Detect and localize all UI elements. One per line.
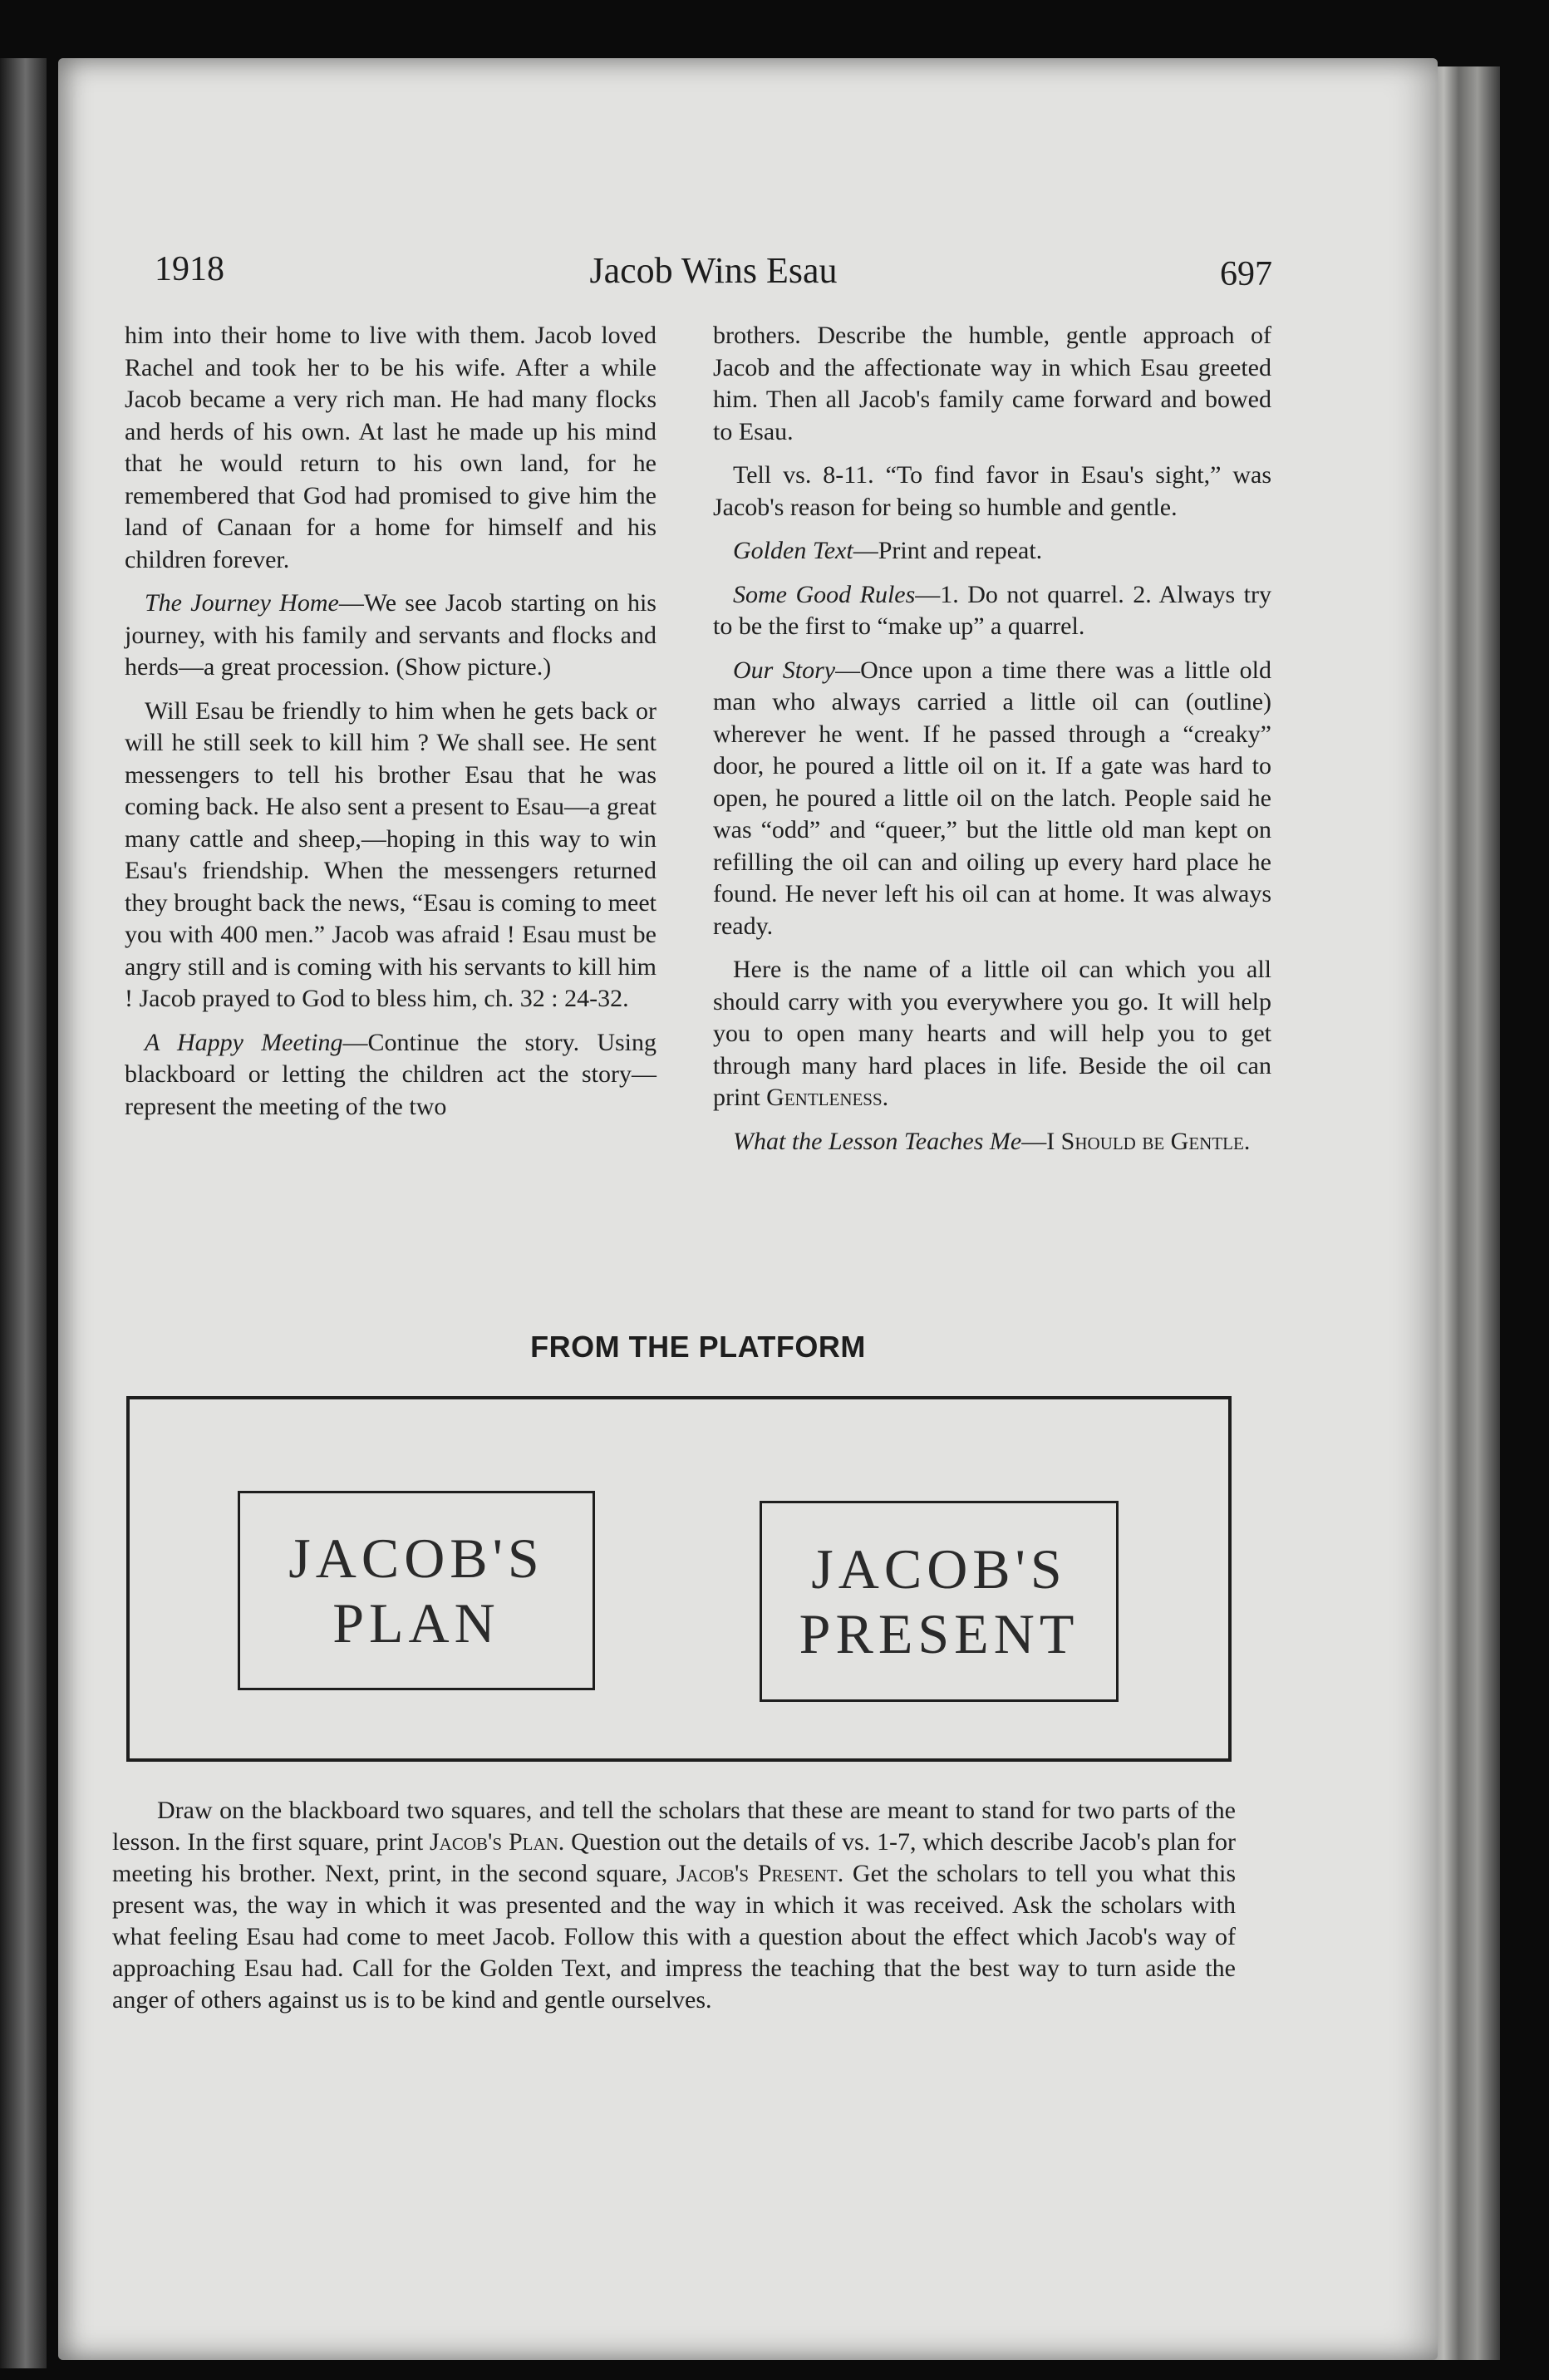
paragraph-text: Question out the details of vs. 1-7, which describe Jacob's plan for meeting his brother. Next, print, in the second square,: [112, 1828, 1236, 1887]
left-column: [125, 320, 656, 1134]
paragraph-text: —We see Jacob starting on his journey, with his family and servants and flocks and herds—a great procession. (Show picture.): [125, 589, 656, 681]
page-number: 697: [1220, 255, 1272, 293]
paragraph: [713, 535, 1271, 568]
square-text: PLAN: [332, 1591, 500, 1655]
subheading: What the Lesson Teaches Me: [733, 1127, 1022, 1155]
square-text: JACOB'S: [288, 1527, 544, 1590]
paragraph-text: —1. Do not quarrel. 2. Always try to be the first to “make up” a quarrel.: [713, 580, 1271, 640]
paragraph-text: Here is the name of a little oil can which you all should carry with you everywhere you go. It will help you to open many hearts and will help you to get through many hard places in life. Beside the oil can print: [713, 956, 1271, 1111]
small-caps-text: I Should be Gentle.: [1046, 1127, 1251, 1155]
paragraph: [713, 954, 1271, 1114]
paragraph: [713, 1126, 1271, 1158]
paragraph-text: —Once upon a time there was a little old man who always carried a little oil can (outline) wherever he went. If he passed through a “creaky” door, he poured a little oil on it. If a gate was hard to open, he poured a little oil on the latch. People said he was “odd” and “queer,” but the little old man kept on refilling the oil can and oiling up every hard place he found. He never left his oil can at home. It was always ready.: [713, 656, 1272, 940]
paragraph-text: —: [1021, 1127, 1047, 1155]
blackboard-diagram: [126, 1396, 1232, 1762]
present-square: [760, 1501, 1119, 1702]
square-text: JACOB'S: [811, 1537, 1067, 1601]
subheading: Golden Text: [733, 537, 853, 564]
paragraph: brothers. Describe the humble, gentle approach of Jacob and the affectionate way in which Esau greeted him. Then all Jacob's family came forward and bowed to Esau.: [713, 322, 1271, 445]
paragraph-text: —Continue the story. Using blackboard or letting the children act the story—represent the meeting of the two: [125, 1028, 656, 1120]
section-heading: FROM THE PLATFORM: [530, 1330, 866, 1364]
paragraph: [125, 588, 656, 684]
right-column: [713, 320, 1271, 1169]
header-title: Jacob Wins Esau: [589, 250, 838, 291]
paragraph-text: Draw on the blackboard two squares, and tell the scholars that these are meant to stand for two parts of the lesson. In the first square, print: [112, 1797, 1236, 1856]
paragraph-text: Get the scholars to tell you what this present was, the way in which it was presented and the way in which it was received. Ask the scholars with what feeling Esau had come to meet Jacob. Follow this with a question about the effect which Jacob's way of approaching Esau had. Call for the Golden Text, and impress the teaching that the best way to turn aside the anger of others against us is to be kind and gentle ourselves.: [112, 1860, 1237, 2014]
platform-instructions: [112, 1795, 1236, 2016]
subheading: Some Good Rules: [733, 580, 916, 608]
header-year: 1918: [155, 250, 224, 288]
adjacent-page-edge: [0, 58, 47, 2368]
small-caps-text: Jacob's Plan.: [430, 1828, 565, 1856]
subheading: Our Story: [733, 656, 836, 684]
paragraph-text: —Print and repeat.: [853, 537, 1043, 564]
paragraph: [713, 579, 1271, 643]
paragraph: [125, 1027, 656, 1124]
subheading: A Happy Meeting: [145, 1028, 343, 1056]
small-caps-text: Jacob's Present.: [676, 1860, 844, 1887]
paragraph: [713, 655, 1271, 943]
paragraph: Will Esau be friendly to him when he gets back or will he still seek to kill him ? We shall see. He sent messengers to tell his brother Esau that he was coming back. He also sent a present to Esau—a great many cattle and sheep,—hoping in this way to win Esau's friendship. When the messengers returned they brought back the news, “Esau is coming to meet you with 400 men.” Jacob was afraid ! Esau must be angry still and is coming with his servants to kill him ! Jacob prayed to God to bless him, ch. 32 : 24-32.: [125, 696, 656, 1012]
small-caps-text: Gentleness.: [766, 1084, 889, 1111]
plan-square: [238, 1491, 595, 1690]
subheading: The Journey Home: [145, 589, 339, 617]
square-text: PRESENT: [799, 1602, 1079, 1665]
running-header: [155, 249, 1272, 299]
paragraph: Tell vs. 8-11. “To find favor in Esau's sight,” was Jacob's reason for being so humble and gentle.: [713, 461, 1271, 521]
paragraph: him into their home to live with them. Jacob loved Rachel and took her to be his wife. After a while Jacob became a very rich man. He had many flocks and herds of his own. At last he made up his mind that he would return to his own land, for he remembered that God had promised to give him the land of Canaan for a home for himself and his children forever.: [125, 322, 656, 573]
